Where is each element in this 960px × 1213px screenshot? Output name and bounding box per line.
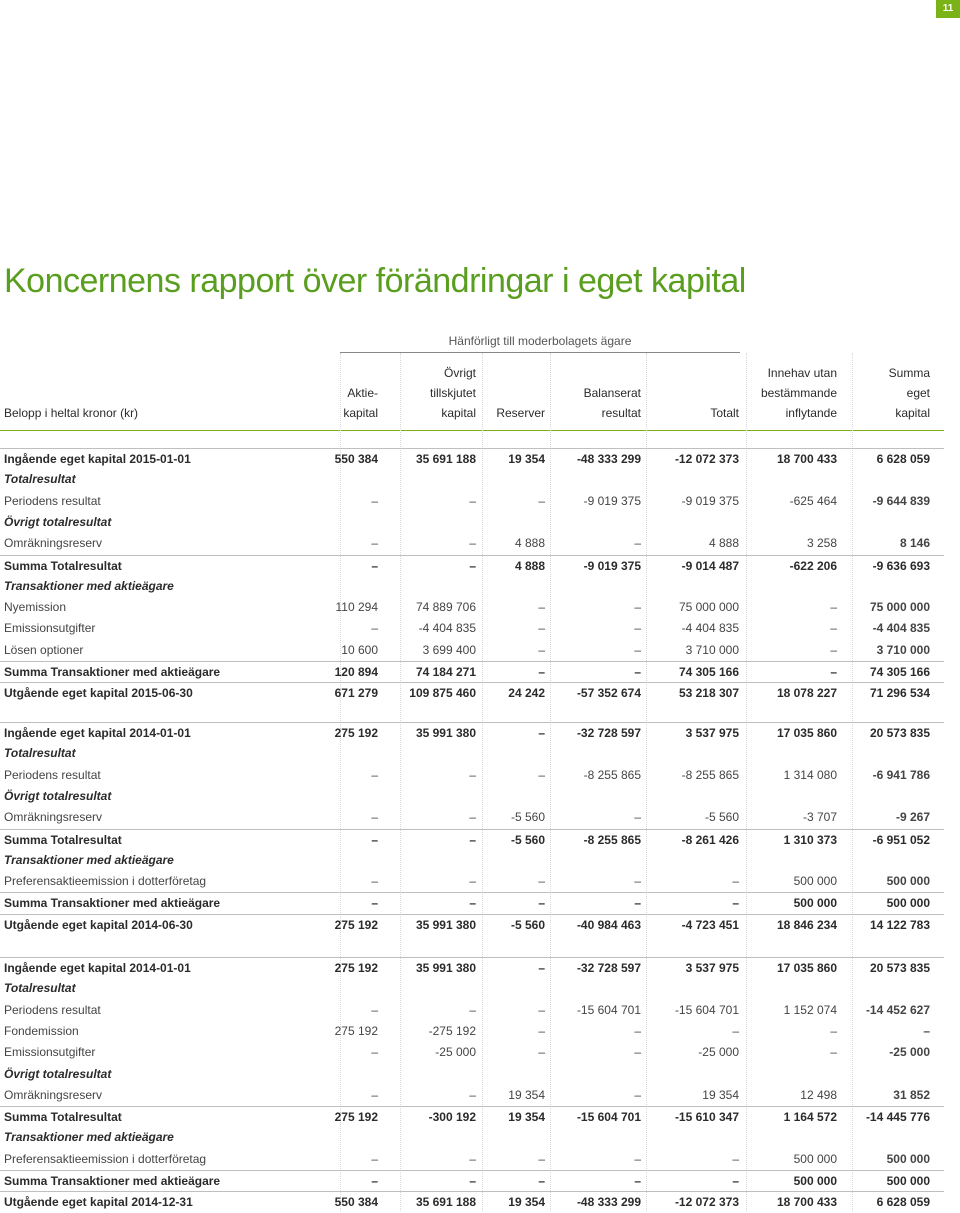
row-label: Fondemission <box>4 1023 79 1038</box>
table-cell: 275 192 <box>334 917 378 932</box>
column-header-line: Aktie- <box>347 386 378 400</box>
table-cell: – <box>371 493 378 508</box>
table-cell: – <box>538 621 545 636</box>
row-label: Summa Transaktioner med aktieägare <box>4 896 221 911</box>
table-cell: – <box>830 600 837 615</box>
table-cell: – <box>732 874 739 889</box>
table-cell: 3 699 400 <box>422 642 476 657</box>
table-cell: -48 333 299 <box>576 1195 641 1210</box>
table-cell: 35 991 380 <box>415 917 476 932</box>
column-header-line: Innehav utan <box>767 366 837 380</box>
table-cell: – <box>634 1174 641 1188</box>
table-cell: 74 305 166 <box>869 665 930 679</box>
table-cell: – <box>830 665 837 679</box>
table-cell: -9 019 375 <box>583 493 641 508</box>
table-cell: – <box>371 810 378 825</box>
row-label: Transaktioner med aktieägare <box>4 1130 174 1145</box>
header-rule <box>0 430 944 431</box>
table-cell: 71 296 534 <box>869 686 930 701</box>
table-cell: -300 192 <box>428 1110 476 1125</box>
table-cell: -32 728 597 <box>576 961 641 975</box>
table-cell: 275 192 <box>334 726 378 740</box>
table-cell: 1 152 074 <box>783 1002 837 1017</box>
table-row <box>0 786 944 807</box>
table-cell: 550 384 <box>334 452 378 466</box>
table-cell: – <box>371 896 378 911</box>
row-label: Övrigt totalresultat <box>4 788 112 803</box>
table-cell: -8 255 865 <box>583 832 641 847</box>
column-header-line: Övrigt <box>443 366 476 380</box>
row-label: Omräkningsreserv <box>4 1087 103 1102</box>
table-cell: -622 206 <box>789 558 837 573</box>
table-cell: -625 464 <box>789 493 837 508</box>
row-label: Summa Totalresultat <box>4 558 122 573</box>
table-cell: – <box>538 665 545 679</box>
table-cell: 75 000 000 <box>869 600 930 615</box>
table-cell: 35 991 380 <box>415 961 476 975</box>
table-cell: -9 019 375 <box>681 493 739 508</box>
table-row <box>0 1064 944 1085</box>
table-cell: 31 852 <box>893 1087 930 1102</box>
row-label: Övrigt totalresultat <box>4 514 112 529</box>
table-cell: 19 354 <box>508 1195 545 1210</box>
table-cell: 35 691 188 <box>415 1195 476 1210</box>
table-cell: – <box>371 874 378 889</box>
table-cell: -14 445 776 <box>865 1110 930 1125</box>
row-label: Periodens resultat <box>4 767 101 782</box>
table-cell: 4 888 <box>708 536 739 551</box>
row-label: Emissionsutgifter <box>4 1045 96 1060</box>
table-cell: -14 452 627 <box>865 1002 930 1017</box>
table-cell: -9 019 375 <box>583 558 641 573</box>
table-cell: 1 164 572 <box>783 1110 837 1125</box>
table-cell: – <box>732 1151 739 1166</box>
row-label: Periodens resultat <box>4 1002 101 1017</box>
table-cell: – <box>469 493 476 508</box>
table-cell: – <box>830 621 837 636</box>
table-cell: – <box>538 642 545 657</box>
table-cell: – <box>538 493 545 508</box>
table-cell: -4 404 835 <box>681 621 739 636</box>
table-cell: 110 294 <box>335 600 378 615</box>
table-cell: – <box>371 1002 378 1017</box>
column-header-line: inflytande <box>785 406 837 420</box>
table-cell: -15 610 347 <box>674 1110 739 1125</box>
row-label: Utgående eget kapital 2015-06-30 <box>4 686 193 701</box>
table-cell: -32 728 597 <box>576 726 641 740</box>
table-cell: 18 700 433 <box>776 452 837 466</box>
table-cell: 3 710 000 <box>876 642 930 657</box>
table-cell: -25 000 <box>435 1045 476 1060</box>
table-row <box>0 1000 944 1021</box>
table-cell: -9 636 693 <box>872 558 930 573</box>
table-cell: -9 267 <box>895 810 930 825</box>
page-number: 11 <box>936 0 960 18</box>
table-cell: 1 310 373 <box>783 832 837 847</box>
table-row <box>0 1170 944 1192</box>
table-row <box>0 892 944 914</box>
table-row <box>0 1106 944 1128</box>
table-cell: -15 604 701 <box>674 1002 739 1017</box>
column-header-line: kapital <box>343 406 378 420</box>
table-cell: – <box>634 1023 641 1038</box>
table-cell: 500 000 <box>886 874 930 889</box>
table-cell: 20 573 835 <box>869 726 930 740</box>
column-header-line: Balanserat <box>583 386 641 400</box>
row-label: Periodens resultat <box>4 493 101 508</box>
table-cell: -25 000 <box>698 1045 739 1060</box>
table-cell: -6 941 786 <box>872 767 930 782</box>
table-cell: 17 035 860 <box>776 726 837 740</box>
row-label: Summa Totalresultat <box>4 832 122 847</box>
table-cell: 18 700 433 <box>776 1195 837 1210</box>
table-row <box>0 1042 944 1063</box>
table-cell: -25 000 <box>889 1045 930 1060</box>
table-row <box>0 448 944 470</box>
table-cell: 6 628 059 <box>876 452 930 466</box>
table-cell: -3 707 <box>802 810 837 825</box>
row-label: Ingående eget kapital 2014-01-01 <box>4 961 191 975</box>
table-row <box>0 978 944 999</box>
super-header-label: Hänförligt till moderbolagets ägare <box>448 334 632 348</box>
row-label: Transaktioner med aktieägare <box>4 578 174 593</box>
table-cell: 19 354 <box>702 1087 739 1102</box>
table-cell: 500 000 <box>886 1174 930 1188</box>
table-cell: -12 072 373 <box>674 1195 739 1210</box>
table-cell: 6 628 059 <box>876 1195 930 1210</box>
table-cell: – <box>634 1151 641 1166</box>
table-cell: – <box>634 874 641 889</box>
row-label: Transaktioner med aktieägare <box>4 852 174 867</box>
table-cell: – <box>371 1087 378 1102</box>
table-cell: – <box>371 558 378 573</box>
table-cell: 1 314 080 <box>783 767 837 782</box>
table-row <box>0 1021 944 1042</box>
table-cell: 3 537 975 <box>685 961 739 975</box>
table-cell: – <box>469 832 476 847</box>
table-cell: 74 184 271 <box>415 665 476 679</box>
table-cell: -4 404 835 <box>872 621 930 636</box>
table-cell: -5 560 <box>510 832 545 847</box>
column-header-line: kapital <box>895 406 930 420</box>
table-row <box>0 491 944 512</box>
table-cell: 35 691 188 <box>415 452 476 466</box>
table-cell: 500 000 <box>793 1151 837 1166</box>
table-cell: 75 000 000 <box>678 600 739 615</box>
table-cell: – <box>469 1087 476 1102</box>
table-cell: – <box>371 1151 378 1166</box>
column-header-line: Reserver <box>496 406 545 420</box>
row-label: Övrigt totalresultat <box>4 1066 112 1081</box>
table-row <box>0 722 944 744</box>
table-row <box>0 871 944 892</box>
table-cell: – <box>634 1045 641 1060</box>
table-cell: – <box>538 1002 545 1017</box>
table-cell: – <box>538 600 545 615</box>
table-cell: 3 710 000 <box>685 642 739 657</box>
table-cell: -40 984 463 <box>576 917 641 932</box>
table-cell: – <box>923 1023 930 1038</box>
row-label: Preferensaktieemission i dotterföretag <box>4 874 207 889</box>
table-cell: – <box>634 600 641 615</box>
page-title: Koncernens rapport över förändringar i eget kapital <box>4 262 746 300</box>
table-cell: – <box>634 665 641 679</box>
table-row <box>0 682 944 704</box>
table-cell: – <box>538 874 545 889</box>
column-header-line: bestämmande <box>760 386 837 400</box>
row-label: Lösen optioner <box>4 642 84 657</box>
table-cell: -57 352 674 <box>576 686 641 701</box>
table-cell: – <box>634 536 641 551</box>
table-row <box>0 512 944 533</box>
table-cell: – <box>469 896 476 911</box>
table-cell: – <box>732 1023 739 1038</box>
column-header-line: Totalt <box>710 406 739 420</box>
table-cell: 4 888 <box>514 558 545 573</box>
row-label: Summa Totalresultat <box>4 1110 122 1125</box>
table-cell: -8 255 865 <box>681 767 739 782</box>
table-cell: – <box>830 1023 837 1038</box>
table-row <box>0 1191 944 1213</box>
column-header-line: resultat <box>601 406 641 420</box>
row-label: Utgående eget kapital 2014-06-30 <box>4 917 193 932</box>
table-cell: 35 991 380 <box>415 726 476 740</box>
row-label: Summa Transaktioner med aktieägare <box>4 665 221 679</box>
table-row <box>0 618 944 639</box>
row-label: Emissionsutgifter <box>4 621 96 636</box>
table-cell: -5 560 <box>510 917 545 932</box>
table-cell: 275 192 <box>334 961 378 975</box>
table-cell: -8 261 426 <box>681 832 739 847</box>
table-cell: – <box>469 1151 476 1166</box>
table-cell: 4 888 <box>514 536 545 551</box>
table-cell: – <box>469 810 476 825</box>
table-cell: 550 384 <box>334 1195 378 1210</box>
table-cell: – <box>469 1174 476 1188</box>
table-cell: -15 604 701 <box>576 1110 641 1125</box>
table-row <box>0 807 944 828</box>
table-cell: -5 560 <box>704 810 739 825</box>
table-cell: 275 192 <box>334 1110 378 1125</box>
table-row <box>0 957 944 979</box>
table-cell: 3 258 <box>806 536 837 551</box>
table-cell: – <box>538 1151 545 1166</box>
column-header-line: Summa <box>888 366 930 380</box>
table-cell: 20 573 835 <box>869 961 930 975</box>
table-cell: – <box>538 1174 545 1188</box>
table-cell: -12 072 373 <box>674 452 739 466</box>
table-cell: 109 875 460 <box>409 686 476 701</box>
table-cell: -48 333 299 <box>576 452 641 466</box>
table-row <box>0 765 944 786</box>
table-row <box>0 661 944 683</box>
row-label: Totalresultat <box>4 472 76 487</box>
table-row <box>0 829 944 851</box>
table-cell: -275 192 <box>428 1023 476 1038</box>
table-cell: 500 000 <box>793 874 837 889</box>
table-cell: 19 354 <box>508 1087 545 1102</box>
table-cell: – <box>830 642 837 657</box>
table-cell: 671 279 <box>334 686 378 701</box>
table-cell: -5 560 <box>510 810 545 825</box>
row-label: Nyemission <box>4 600 67 615</box>
table-cell: – <box>830 1045 837 1060</box>
table-row <box>0 576 944 597</box>
table-cell: 14 122 783 <box>869 917 930 932</box>
table-row <box>0 850 944 871</box>
table-cell: – <box>732 1174 739 1188</box>
row-label: Preferensaktieemission i dotterföretag <box>4 1151 207 1166</box>
table-cell: 500 000 <box>886 896 930 911</box>
table-cell: 120 894 <box>334 665 378 679</box>
table-cell: 3 537 975 <box>685 726 739 740</box>
table-cell: 19 354 <box>508 452 545 466</box>
table-cell: 10 600 <box>341 642 378 657</box>
row-label: Utgående eget kapital 2014-12-31 <box>4 1195 193 1210</box>
column-header-line: kapital <box>441 406 476 420</box>
table-cell: 74 305 166 <box>678 665 739 679</box>
row-label: Ingående eget kapital 2015-01-01 <box>4 452 191 466</box>
table-cell: -8 255 865 <box>583 767 641 782</box>
table-cell: – <box>634 621 641 636</box>
table-cell: 53 218 307 <box>678 686 739 701</box>
table-row <box>0 1149 944 1170</box>
table-cell: -4 404 835 <box>418 621 476 636</box>
table-cell: – <box>469 558 476 573</box>
table-cell: – <box>538 961 545 975</box>
table-cell: -9 644 839 <box>872 493 930 508</box>
table-cell: – <box>538 726 545 740</box>
table-cell: -15 604 701 <box>576 1002 641 1017</box>
row-label: Totalresultat <box>4 746 76 761</box>
table-row <box>0 640 944 661</box>
column-header-line: tillskjutet <box>429 386 476 400</box>
table-cell: – <box>371 767 378 782</box>
table-cell: 18 846 234 <box>776 917 837 932</box>
table-cell: – <box>469 874 476 889</box>
table-cell: – <box>732 896 739 911</box>
table-cell: 8 146 <box>899 536 930 551</box>
row-label: Omräkningsreserv <box>4 810 103 825</box>
table-cell: – <box>634 810 641 825</box>
table-row <box>0 914 944 936</box>
table-cell: – <box>371 832 378 847</box>
row-label-header: Belopp i heltal kronor (kr) <box>4 406 139 420</box>
table-cell: 74 889 706 <box>415 600 476 615</box>
table-cell: 12 498 <box>800 1087 837 1102</box>
table-row <box>0 555 944 577</box>
row-label: Ingående eget kapital 2014-01-01 <box>4 726 191 740</box>
table-cell: – <box>538 1023 545 1038</box>
table-cell: – <box>371 1045 378 1060</box>
table-cell: – <box>371 1174 378 1188</box>
table-cell: -4 723 451 <box>681 917 739 932</box>
table-cell: 18 078 227 <box>776 686 837 701</box>
table-cell: 17 035 860 <box>776 961 837 975</box>
table-row <box>0 1127 944 1148</box>
row-label: Summa Transaktioner med aktieägare <box>4 1174 221 1188</box>
table-cell: – <box>371 621 378 636</box>
table-cell: 275 192 <box>334 1023 378 1038</box>
table-row <box>0 469 944 490</box>
table-cell: 500 000 <box>793 896 837 911</box>
table-cell: – <box>538 896 545 911</box>
table-cell: – <box>469 536 476 551</box>
table-cell: – <box>634 896 641 911</box>
table-cell: 500 000 <box>886 1151 930 1166</box>
table-cell: – <box>538 1045 545 1060</box>
table-row <box>0 743 944 764</box>
table-cell: – <box>469 767 476 782</box>
table-cell: -9 014 487 <box>681 558 739 573</box>
table-cell: 19 354 <box>508 1110 545 1125</box>
row-label: Totalresultat <box>4 981 76 996</box>
row-label: Omräkningsreserv <box>4 536 103 551</box>
table-cell: – <box>469 1002 476 1017</box>
table-cell: -6 951 052 <box>872 832 930 847</box>
table-row <box>0 1085 944 1106</box>
table-row <box>0 597 944 618</box>
table-cell: – <box>538 767 545 782</box>
table-cell: – <box>634 1087 641 1102</box>
table-cell: – <box>371 536 378 551</box>
table-cell: – <box>634 642 641 657</box>
table-row <box>0 533 944 554</box>
table-cell: 500 000 <box>793 1174 837 1188</box>
table-cell: 24 242 <box>508 686 545 701</box>
column-header-line: eget <box>906 386 930 400</box>
